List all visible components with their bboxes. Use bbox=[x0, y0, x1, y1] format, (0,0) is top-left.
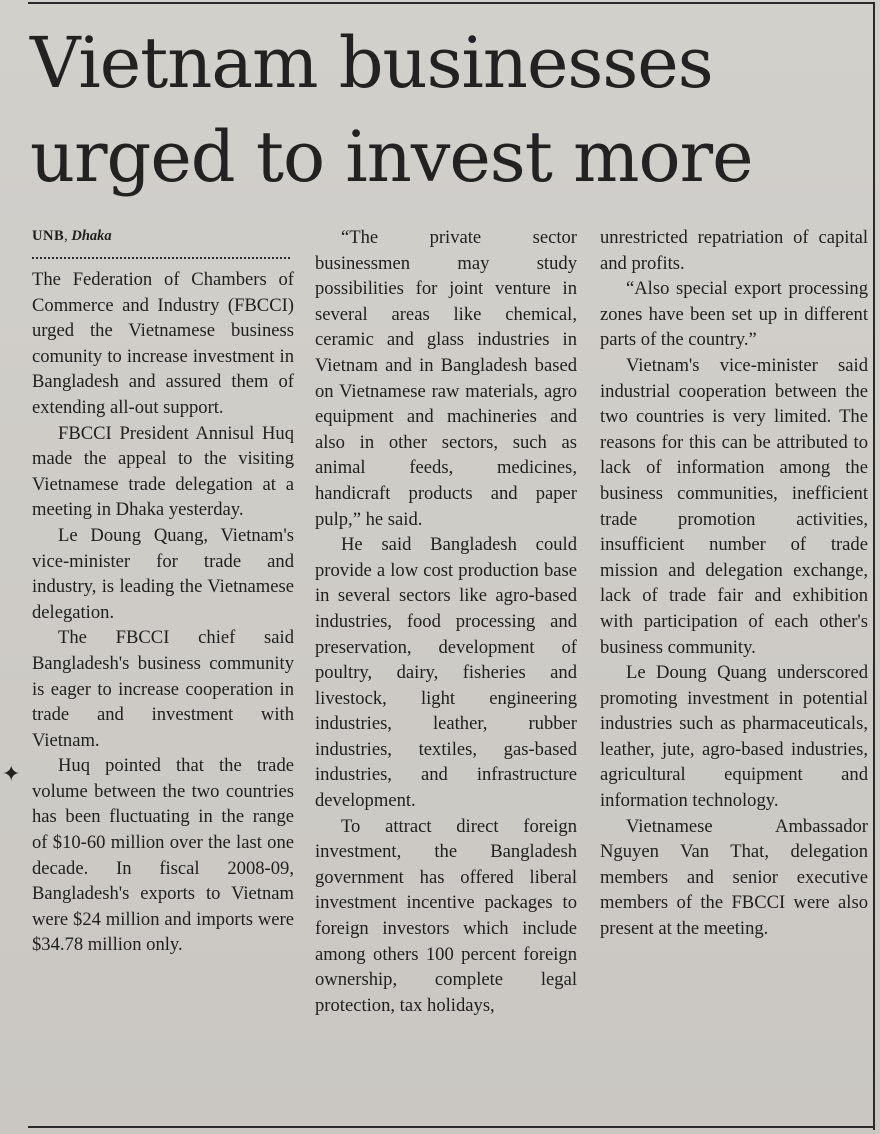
byline-separator: , bbox=[64, 228, 72, 244]
paragraph: He said Bangladesh could provide a low cost production base in several sectors like agro-based industries, food processing and preservation, development of poultry, dairy, fisheries and livestock, light engineering industries, leather, rubber industries, textiles, gas-based industries, and infrastructure development. bbox=[315, 534, 577, 812]
bottom-border-rule bbox=[28, 1126, 873, 1128]
paragraph: “Also special export processing zones have been set up in different parts of the country.” bbox=[600, 278, 868, 351]
margin-mark-icon: ✦ bbox=[2, 762, 21, 787]
article-column-2 bbox=[315, 225, 577, 1018]
headline-line-2: urged to invest more bbox=[30, 116, 753, 198]
top-border-rule bbox=[28, 2, 873, 4]
paragraph: Vietnam's vice-minister said industrial cooperation between the two countries is very limited. The reasons for this can be attributed to lack of information among the business communities, inefficient trade promotion activities, insufficient number of trade mission and delegation exchange, lack of trade fair and exhibition with participation of each other's business community. bbox=[600, 354, 868, 658]
paragraph: The Federation of Chambers of Commerce and Industry (FBCCI) urged the Vietnamese business comunity to increase investment in Bangladesh and assured them of extending all-out support. bbox=[32, 269, 294, 418]
paragraph: To attract direct foreign investment, the Bangladesh government has offered liberal investment incentive packages to foreign investors which include among others 100 percent foreign ownership, complete legal protection, tax holidays, bbox=[315, 815, 577, 1016]
headline-line-1: Vietnam businesses bbox=[30, 22, 713, 104]
paragraph: Le Doung Quang, Vietnam's vice-minister for trade and industry, is leading the Vietnamese delegation. bbox=[32, 524, 294, 623]
paragraph: Le Doung Quang underscored promoting investment in potential industries such as pharmaceuticals, leather, jute, agro-based industries, agricultural equipment and information technology. bbox=[600, 662, 868, 812]
article-column-1 bbox=[32, 225, 294, 958]
right-border-rule bbox=[873, 2, 875, 1130]
paragraph: FBCCI President Annisul Huq made the appeal to the visiting Vietnamese trade delegation at a meeting in Dhaka yesterday. bbox=[32, 422, 294, 521]
article-column-3 bbox=[600, 225, 868, 942]
paragraph: The FBCCI chief said Bangladesh's business community is eager to increase cooperation in trade and investment with Vietnam. bbox=[32, 627, 294, 751]
paragraph: Vietnamese Ambassador Nguyen Van That, delegation members and senior executive members of the FBCCI were also present at the meeting. bbox=[600, 815, 868, 940]
paragraph: “The private sector businessmen may study possibilities for joint venture in several areas like chemical, ceramic and glass industries in Vietnam and in Bangladesh based on Vietnamese raw materials, agro equipment and machineries and also in other sectors, such as animal feeds, medicines, handicraft products and paper pulp,” he said. bbox=[315, 227, 577, 530]
paragraph: Huq pointed that the trade volume between the two countries has been fluctuating in the range of $10-60 million over the last one decade. In fiscal 2008-09, Bangladesh's exports to Vietnam were $24 million and imports were $34.78 million only. bbox=[32, 755, 294, 956]
paragraph: unrestricted repatriation of capital and profits. bbox=[600, 227, 868, 274]
byline-city: Dhaka bbox=[71, 228, 112, 244]
byline bbox=[32, 225, 290, 259]
byline-agency: UNB bbox=[32, 228, 65, 244]
headline bbox=[30, 16, 870, 204]
